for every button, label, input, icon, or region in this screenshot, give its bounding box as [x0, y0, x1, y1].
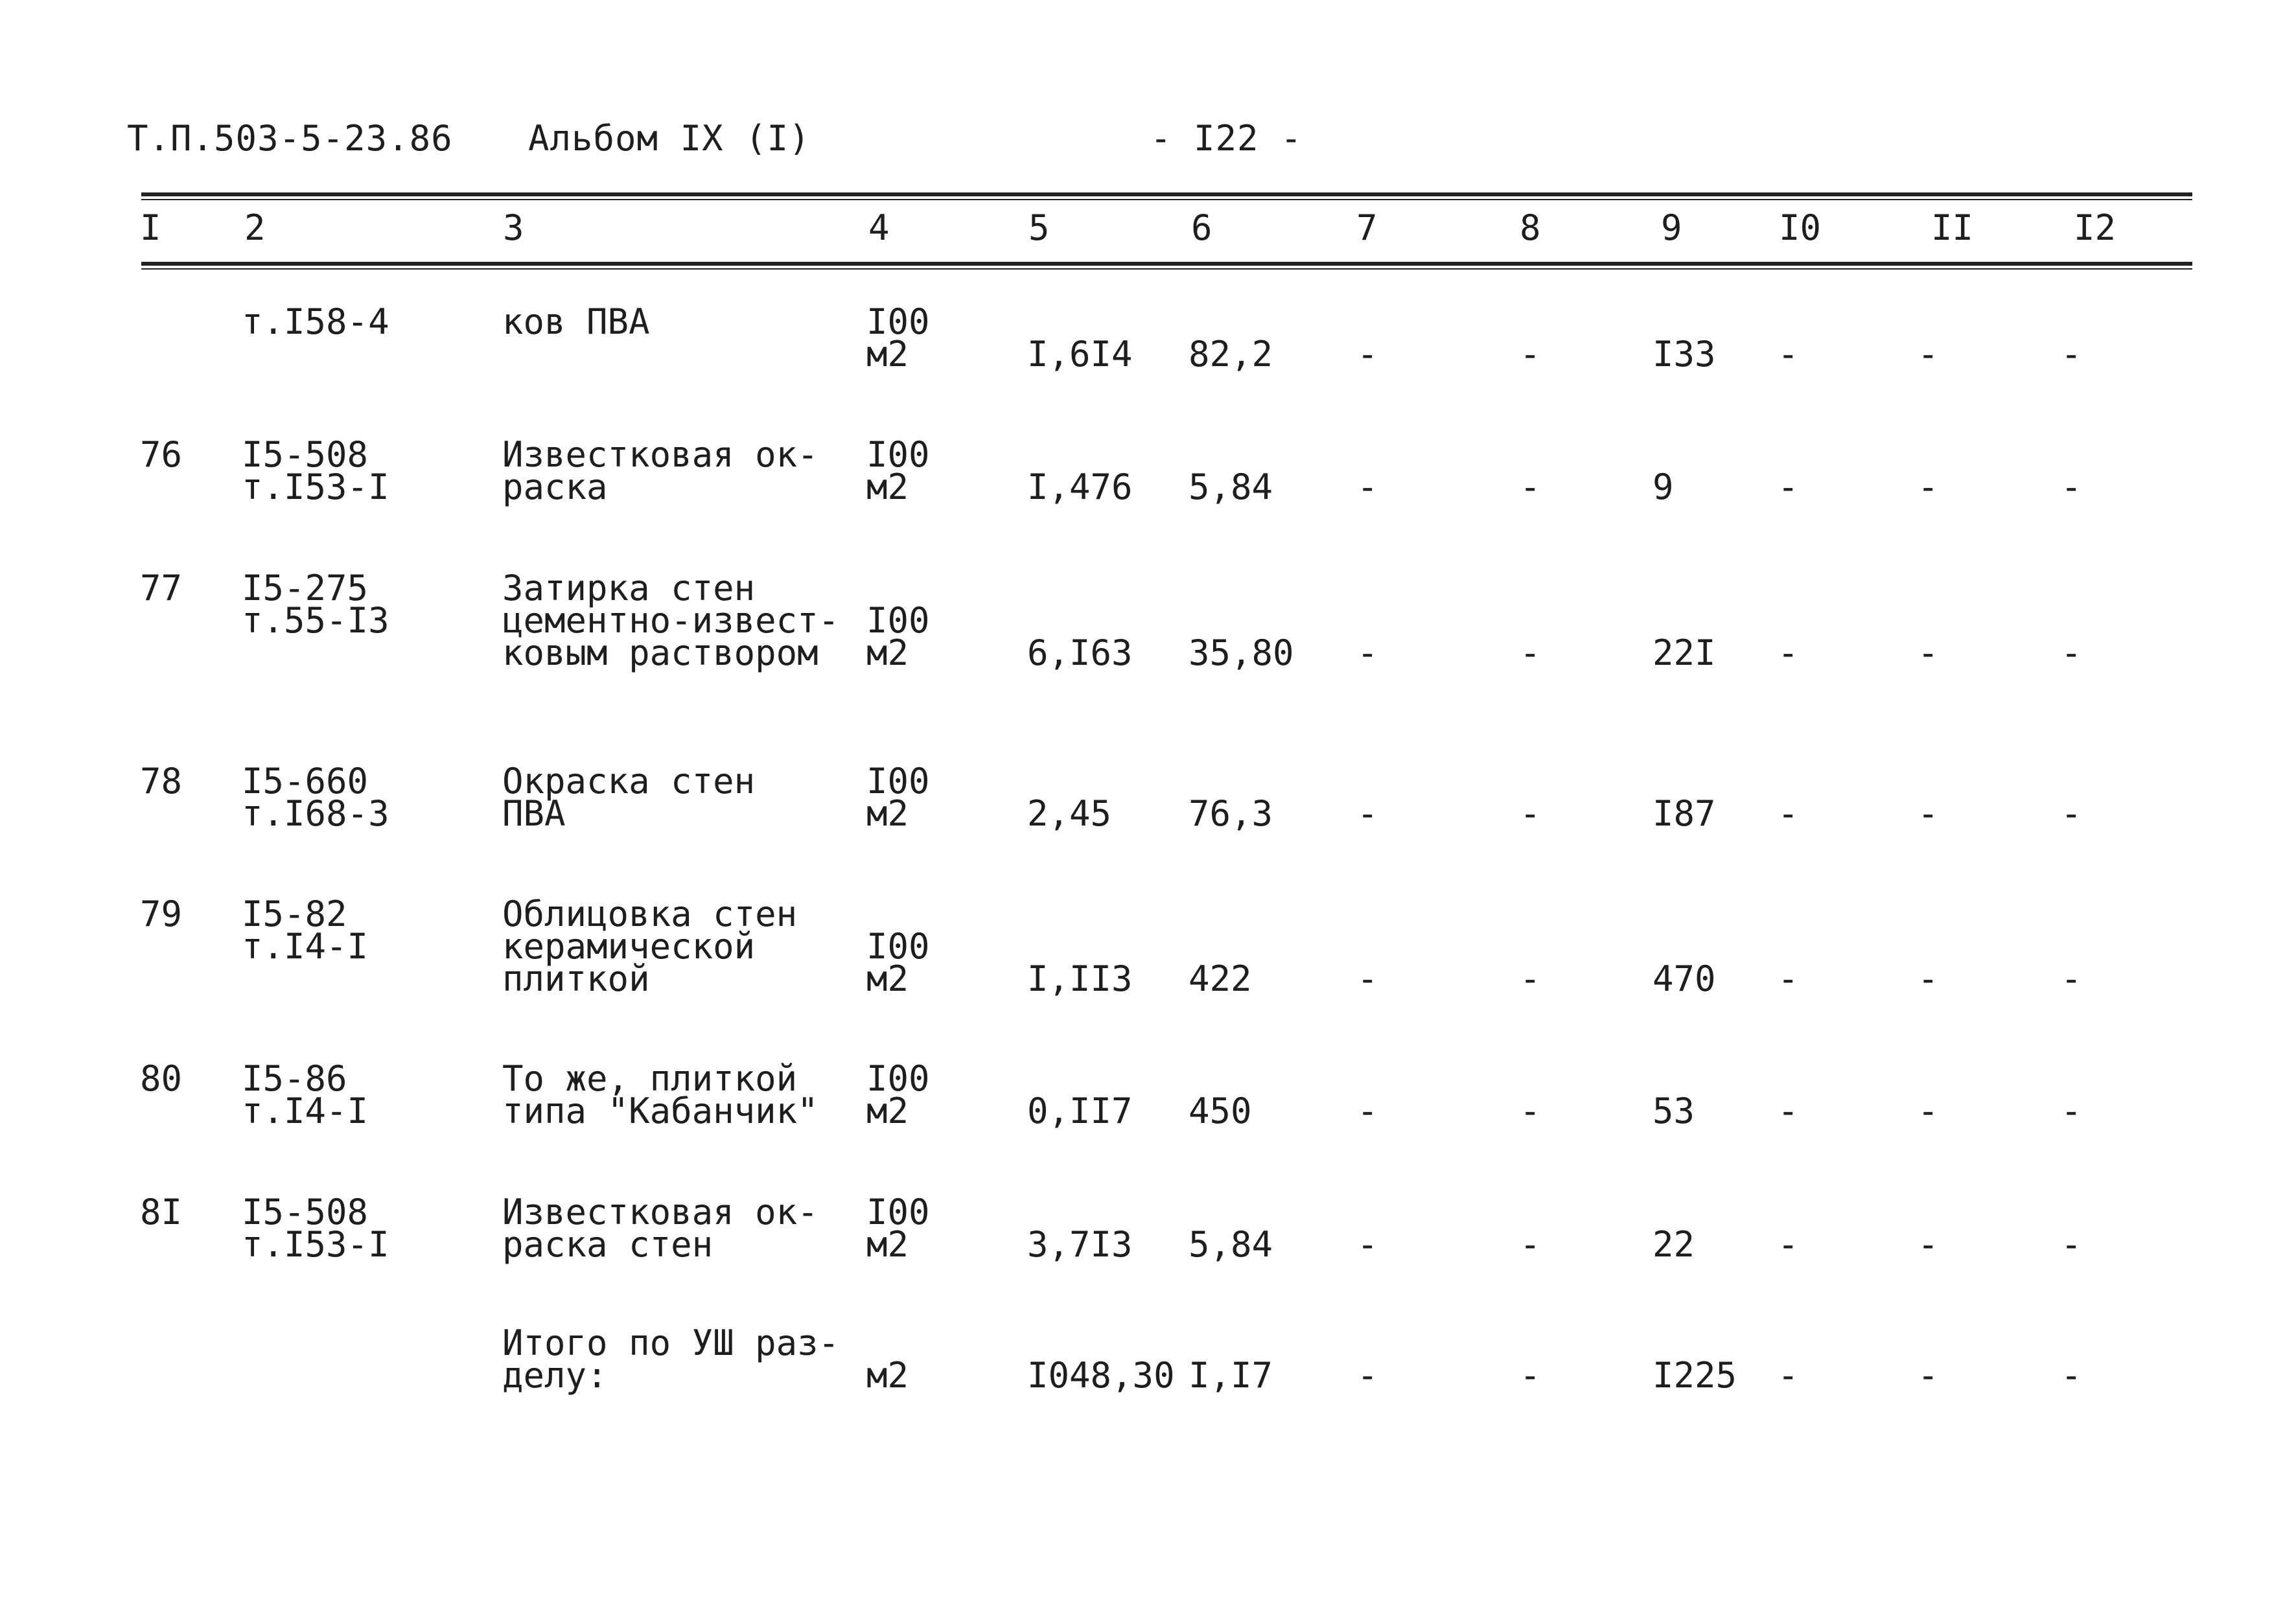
unit-cell-line: м2 — [866, 958, 909, 999]
col8-cell: - — [1520, 1355, 1541, 1396]
unit-cell-line: I00 — [866, 1192, 930, 1232]
quantity-cell: 2,45 — [1027, 793, 1112, 834]
col12-cell: - — [2061, 1091, 2082, 1131]
quantity-cell: I,476 — [1027, 467, 1133, 507]
column-header-7: 7 — [1356, 207, 1378, 248]
col9-cell: 53 — [1652, 1091, 1695, 1131]
unit-cell-line: м2 — [866, 793, 909, 834]
price-cell: 450 — [1189, 1091, 1252, 1131]
col8-cell: - — [1520, 958, 1541, 999]
col8-cell: - — [1520, 467, 1541, 507]
name-cell-line: То же, плиткой — [502, 1058, 798, 1099]
name-cell-line: ков ПВА — [502, 301, 650, 342]
code-cell-line: т.I58-4 — [242, 301, 389, 342]
col10-cell: - — [1778, 793, 1799, 834]
code-cell-line: т.55-I3 — [242, 600, 389, 641]
col7-cell: - — [1357, 1224, 1378, 1265]
col12-cell: - — [2061, 793, 2082, 834]
code-cell-line: I5-86 — [242, 1058, 347, 1099]
col8-cell: - — [1520, 793, 1541, 834]
header-bottom-rule-thin — [141, 268, 2192, 270]
col10-cell: - — [1778, 334, 1799, 375]
col12-cell: - — [2061, 632, 2082, 673]
col11-cell: - — [1918, 1224, 1939, 1265]
quantity-cell: 6,I63 — [1027, 632, 1133, 673]
unit-cell-line: I00 — [866, 1058, 930, 1099]
name-cell-line: ковым раствором — [502, 632, 818, 673]
col8-cell: - — [1520, 1224, 1541, 1265]
unit-cell-line: м2 — [866, 467, 909, 507]
column-header-12: I2 — [2074, 207, 2116, 248]
col12-cell: - — [2061, 1224, 2082, 1265]
name-cell-line: Окраска стен — [502, 761, 756, 802]
col8-cell: - — [1520, 632, 1541, 673]
name-cell-line: Облицовка стен — [502, 894, 798, 934]
col8-cell: - — [1520, 334, 1541, 375]
table-top-rule — [141, 192, 2192, 196]
col9-cell: 22I — [1652, 632, 1716, 673]
col10-cell: - — [1778, 467, 1799, 507]
unit-cell-line: м2 — [866, 1355, 909, 1396]
unit-cell-line: I00 — [866, 761, 930, 802]
price-cell: 5,84 — [1189, 1224, 1273, 1265]
column-header-3: 3 — [503, 207, 524, 248]
col11-cell: - — [1918, 793, 1939, 834]
row-number: 76 — [140, 434, 183, 475]
price-cell: 5,84 — [1189, 467, 1273, 507]
col9-cell: I225 — [1652, 1355, 1737, 1396]
price-cell: I,I7 — [1189, 1355, 1273, 1396]
price-cell: 82,2 — [1189, 334, 1273, 375]
quantity-cell: I,II3 — [1027, 958, 1133, 999]
col11-cell: - — [1918, 632, 1939, 673]
row-number: 80 — [140, 1058, 183, 1099]
col9-cell: 22 — [1652, 1224, 1695, 1265]
col10-cell: - — [1778, 1091, 1799, 1131]
column-header-1: I — [140, 207, 161, 248]
unit-cell-line: I00 — [866, 600, 930, 641]
name-cell-line: керамической — [502, 926, 756, 967]
col11-cell: - — [1918, 1355, 1939, 1396]
code-cell-line: т.I53-I — [242, 1224, 389, 1265]
col11-cell: - — [1918, 958, 1939, 999]
code-cell-line: I5-275 — [242, 568, 369, 608]
col10-cell: - — [1778, 958, 1799, 999]
name-cell-line: раска стен — [502, 1224, 713, 1265]
column-header-5: 5 — [1028, 207, 1050, 248]
quantity-cell: I048,30 — [1027, 1355, 1175, 1396]
code-cell-line: т.I53-I — [242, 467, 389, 507]
code-cell-line: I5-660 — [242, 761, 369, 802]
column-header-11: II — [1931, 207, 1974, 248]
quantity-cell: 0,II7 — [1027, 1091, 1133, 1131]
column-header-9: 9 — [1661, 207, 1682, 248]
name-cell-line: делу: — [502, 1355, 608, 1396]
column-header-10: I0 — [1779, 207, 1822, 248]
name-cell-line: цементно-извест- — [502, 600, 840, 641]
column-header-2: 2 — [244, 207, 266, 248]
unit-cell-line: I00 — [866, 926, 930, 967]
col9-cell: 9 — [1652, 467, 1674, 507]
col9-cell: I33 — [1652, 334, 1716, 375]
quantity-cell: 3,7I3 — [1027, 1224, 1133, 1265]
col11-cell: - — [1918, 1091, 1939, 1131]
col12-cell: - — [2061, 958, 2082, 999]
col8-cell: - — [1520, 1091, 1541, 1131]
price-cell: 422 — [1189, 958, 1252, 999]
row-number: 78 — [140, 761, 183, 802]
col12-cell: - — [2061, 334, 2082, 375]
col7-cell: - — [1357, 1091, 1378, 1131]
price-cell: 76,3 — [1189, 793, 1273, 834]
unit-cell-line: м2 — [866, 632, 909, 673]
name-cell-line: плиткой — [502, 958, 650, 999]
col7-cell: - — [1357, 958, 1378, 999]
unit-cell-line: м2 — [866, 334, 909, 375]
col11-cell: - — [1918, 467, 1939, 507]
col10-cell: - — [1778, 632, 1799, 673]
col7-cell: - — [1357, 1355, 1378, 1396]
unit-cell-line: I00 — [866, 434, 930, 475]
col9-cell: 470 — [1652, 958, 1716, 999]
column-header-6: 6 — [1191, 207, 1212, 248]
code-cell-line: I5-82 — [242, 894, 347, 934]
name-cell-line: Известковая ок- — [502, 434, 818, 475]
table-top-rule-thin — [141, 199, 2192, 200]
quantity-cell: I,6I4 — [1027, 334, 1133, 375]
col10-cell: - — [1778, 1224, 1799, 1265]
code-cell-line: I5-508 — [242, 434, 369, 475]
page-number: - I22 - — [1150, 118, 1303, 159]
col7-cell: - — [1357, 632, 1378, 673]
row-number: 77 — [140, 568, 183, 608]
unit-cell-line: I00 — [866, 301, 930, 342]
column-header-8: 8 — [1520, 207, 1541, 248]
document-code: Т.П.503-5-23.86 — [127, 118, 453, 159]
unit-cell-line: м2 — [866, 1091, 909, 1131]
col12-cell: - — [2061, 467, 2082, 507]
code-cell-line: т.I4-I — [242, 926, 369, 967]
header-bottom-rule — [141, 262, 2192, 266]
col7-cell: - — [1357, 334, 1378, 375]
code-cell-line: т.I4-I — [242, 1091, 369, 1131]
col12-cell: - — [2061, 1355, 2082, 1396]
name-cell-line: типа "Кабанчик" — [502, 1091, 818, 1131]
column-header-4: 4 — [868, 207, 890, 248]
col9-cell: I87 — [1652, 793, 1716, 834]
row-number: 79 — [140, 894, 183, 934]
col7-cell: - — [1357, 793, 1378, 834]
col7-cell: - — [1357, 467, 1378, 507]
code-cell-line: т.I68-3 — [242, 793, 389, 834]
name-cell-line: Итого по УШ раз- — [502, 1323, 840, 1363]
col10-cell: - — [1778, 1355, 1799, 1396]
album-label: Альбом IX (I) — [528, 118, 811, 159]
name-cell-line: Затирка стен — [502, 568, 756, 608]
name-cell-line: Известковая ок- — [502, 1192, 818, 1232]
code-cell-line: I5-508 — [242, 1192, 369, 1232]
price-cell: 35,80 — [1189, 632, 1294, 673]
unit-cell-line: м2 — [866, 1224, 909, 1265]
row-number: 8I — [140, 1192, 183, 1232]
name-cell-line: раска — [502, 467, 608, 507]
name-cell-line: ПВА — [502, 793, 566, 834]
col11-cell: - — [1918, 334, 1939, 375]
